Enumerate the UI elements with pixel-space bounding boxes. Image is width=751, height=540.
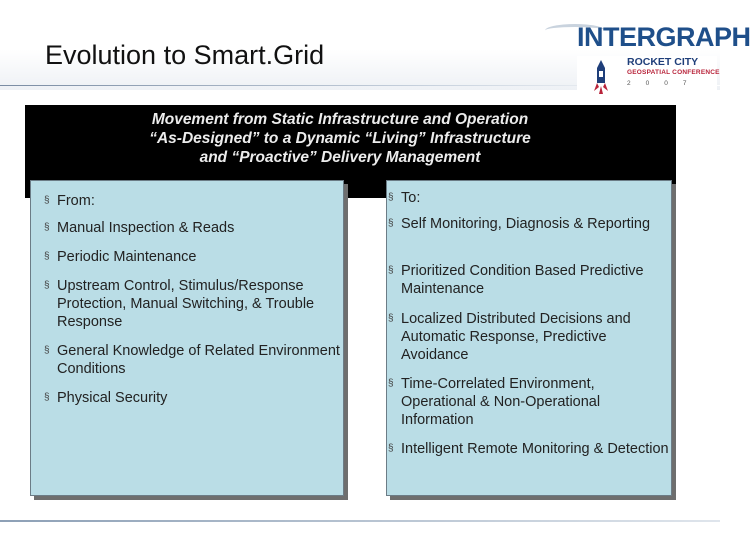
to-heading [388,189,671,207]
event-subtitle: GEOSPATIAL CONFERENCE [627,69,720,76]
list-item-label: Manual Inspection & Reads [57,220,235,236]
rocket-icon [593,59,609,95]
list-item [388,262,671,298]
list-item-label: Intelligent Remote Monitoring & Detection [401,441,669,457]
bullet-icon: § [388,313,394,324]
from-panel [30,180,344,496]
banner-line: Movement from Static Infrastructure and Operation [151,111,529,128]
list-item-label: Prioritized Condition Based Predictive Maintenance [401,263,644,297]
list-item [44,389,342,407]
list-item-label: Periodic Maintenance [57,249,197,265]
event-year: 2007 [627,80,702,87]
logo-wordmark: INTERGRAPH [577,22,751,52]
event-name: ROCKET CITY [627,56,699,68]
from-heading-label: From: [57,193,95,209]
list-item [44,248,342,266]
bullet-icon: § [44,251,50,262]
conference-badge [577,56,720,102]
bullet-icon: § [44,222,50,233]
slide-title: Evolution to Smart.Grid [45,40,325,70]
from-heading [44,192,342,210]
list-item [44,219,342,237]
list-item-label: General Knowledge of Related Environment Conditions [57,343,340,377]
banner-line: and “Proactive” Delivery Management [199,149,481,166]
bullet-icon: § [388,218,394,229]
bullet-icon: § [44,392,50,403]
bullet-icon: § [44,345,50,356]
footer-divider [0,520,720,522]
list-item-label: Physical Security [57,390,168,406]
list-item-label: Localized Distributed Decisions and Automatic Response, Predictive Avoidance [401,311,631,363]
list-item [388,215,671,233]
list-item-label: Self Monitoring, Diagnosis & Reporting [401,216,651,232]
list-item [388,310,671,364]
to-panel [386,180,672,496]
banner-line: “As-Designed” to a Dynamic “Living” Infrastructure [149,130,531,147]
list-item [388,375,671,429]
list-item-label: Time-Correlated Environment, Operational & Non-Operational Information [401,376,601,428]
bullet-icon: § [388,265,394,276]
bullet-icon: § [388,192,394,203]
list-item [388,440,671,458]
bullet-icon: § [388,378,394,389]
list-item [44,277,342,331]
bullet-icon: § [388,443,394,454]
to-heading-label: To: [401,190,421,206]
bullet-icon: § [44,195,50,206]
list-item-label: Upstream Control, Stimulus/Response Protection, Manual Switching, & Trouble Response [57,278,315,330]
bullet-icon: § [44,280,50,291]
intergraph-logo [545,12,751,102]
banner-text [45,110,635,167]
list-item [44,342,342,378]
